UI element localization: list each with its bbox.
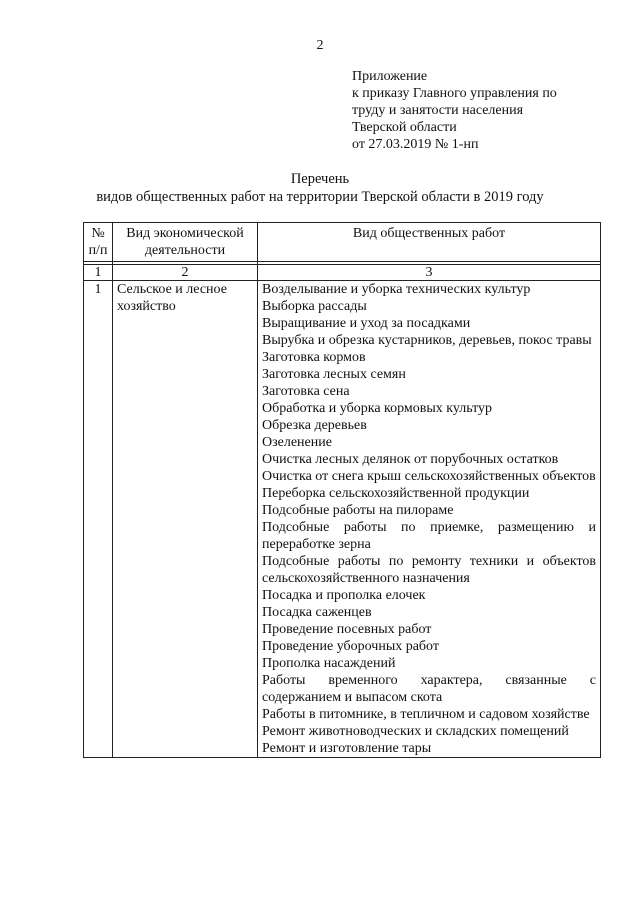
column-number: 2: [113, 265, 258, 281]
document-title: [0, 170, 640, 206]
header-activity: Вид экономической деятельности: [113, 223, 258, 262]
work-item: Подсобные работы на пилораме: [262, 503, 454, 518]
work-item: Вырубка и обрезка кустарников, деревьев, покос травы: [262, 333, 592, 348]
work-item: Обработка и уборка кормовых культур: [262, 401, 493, 416]
work-item: Подсобные работы по приемке, размещению и переработке зерна: [262, 520, 596, 552]
appendix-line: от 27.03.2019 № 1-нп: [352, 137, 479, 152]
header-num: № п/п: [84, 223, 113, 262]
row-num: 1: [84, 281, 113, 758]
work-item: Посадка саженцев: [262, 605, 372, 620]
work-item: Заготовка кормов: [262, 350, 366, 365]
column-number-row: [84, 265, 601, 281]
appendix-block: [352, 68, 557, 153]
work-item: Прополка насаждений: [262, 656, 396, 671]
row-activity: Сельское и лесное хозяйство: [113, 281, 258, 758]
column-number: 3: [258, 265, 601, 281]
work-item: Возделывание и уборка технических культур: [262, 282, 531, 297]
work-item: Заготовка сена: [262, 384, 350, 399]
page-number: 2: [316, 38, 324, 53]
table-row: [84, 281, 601, 758]
work-item: Озеленение: [262, 435, 332, 450]
work-item: Очистка от снега крыш сельскохозяйственных объектов: [262, 469, 596, 484]
work-item: Проведение посевных работ: [262, 622, 432, 637]
work-item: Выборка рассады: [262, 299, 367, 314]
work-item: Подсобные работы по ремонту техники и объектов сельскохозяйственного назначения: [262, 554, 596, 586]
appendix-line: к приказу Главного управления по: [352, 86, 557, 101]
appendix-line: труду и занятости населения: [352, 103, 524, 118]
header-work: Вид общественных работ: [258, 223, 601, 262]
work-item: Выращивание и уход за посадками: [262, 316, 471, 331]
appendix-line: Приложение: [352, 69, 428, 84]
document-title-line1: Перечень: [290, 171, 350, 187]
column-number: 1: [84, 265, 113, 281]
appendix-line: Тверской области: [352, 120, 457, 135]
document-title-line2: видов общественных работ на территории Тверской области в 2019 году: [96, 189, 544, 205]
work-item: Очистка лесных делянок от порубочных остатков: [262, 452, 559, 467]
table-header-row: [84, 223, 601, 262]
row-works: [258, 281, 601, 758]
work-item: Ремонт животноводческих и складских помещений: [262, 724, 569, 739]
work-item: Проведение уборочных работ: [262, 639, 439, 654]
work-item: Переборка сельскохозяйственной продукции: [262, 486, 530, 501]
work-item: Посадка и прополка елочек: [262, 588, 426, 603]
work-item: Ремонт и изготовление тары: [262, 741, 432, 756]
work-item: Работы в питомнике, в тепличном и садовом хозяйстве: [262, 707, 590, 722]
work-item: Работы временного характера, связанные с содержанием и выпасом скота: [262, 673, 596, 705]
work-item: Обрезка деревьев: [262, 418, 367, 433]
public-works-table: [83, 222, 601, 758]
work-item: Заготовка лесных семян: [262, 367, 406, 382]
